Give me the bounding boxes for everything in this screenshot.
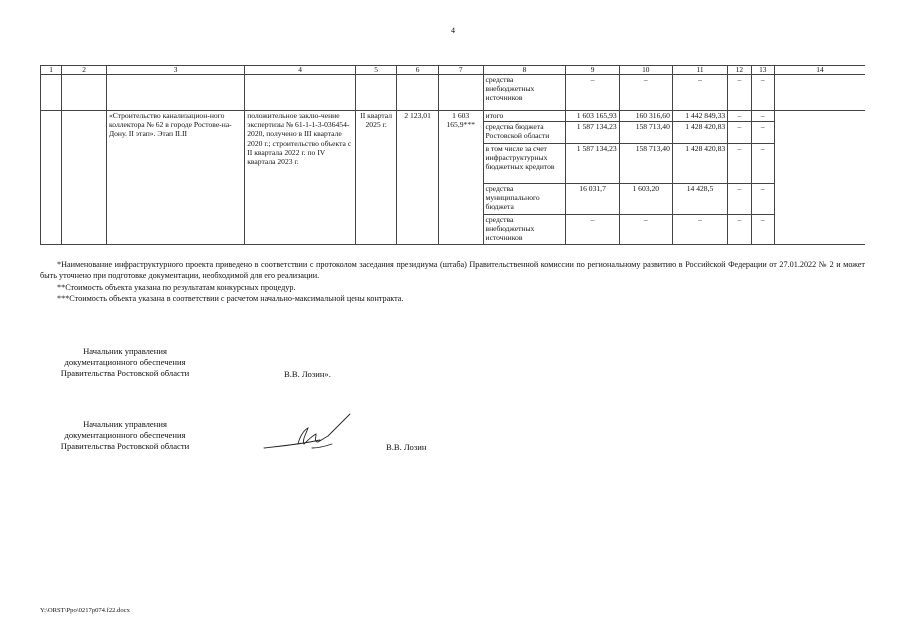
value-cell: 14 428,5 [672, 184, 727, 215]
project-table [40, 65, 865, 245]
file-path: Y:\ORST\Ppo\0217p074.f22.docx [40, 607, 130, 614]
col-number: 8 [483, 66, 566, 75]
table-row [41, 111, 866, 122]
value-cell: 158 713,40 [619, 122, 672, 144]
col-number: 13 [751, 66, 774, 75]
footnote: **Стоимость объекта указана по результатам конкурсных процедур. [57, 282, 296, 292]
col-number: 5 [355, 66, 396, 75]
handwritten-signature-icon [262, 410, 362, 458]
value-cell: – [728, 184, 751, 215]
value-cell: – [728, 122, 751, 144]
value-cell: – [728, 75, 751, 111]
col-number: 2 [62, 66, 107, 75]
signer-name-2: В.В. Лозин [386, 442, 427, 452]
column-number-row [41, 66, 866, 75]
signer-name-1: В.В. Лозин». [284, 369, 331, 379]
page-number: 4 [451, 26, 455, 35]
funding-source: средства внебюджетных источников [483, 75, 566, 111]
value-cell: 1 587 134,23 [566, 122, 619, 144]
signer-position: Начальник управления [83, 419, 167, 429]
value-cell: 1 428 420,83 [672, 122, 727, 144]
value-cell: – [751, 122, 774, 144]
value-cell: – [728, 144, 751, 184]
signature-block-2 [40, 419, 210, 453]
col-number: 1 [41, 66, 62, 75]
footnote: *Наименование инфраструктурного проекта приведено в соответствии с протоколом заседания президиума (штаба) Правительственной комиссии по региональному развитию в Российской Федерации от 27.01.2022 № 2 и может быть уточнено при подготовке документации, необходимой для его реализации. [40, 260, 865, 281]
project-capacity: 2 123,01 [397, 111, 438, 245]
col-number: 4 [245, 66, 356, 75]
project-cost: 1 603 165,9*** [438, 111, 483, 245]
funding-source: средства бюджета Ростовской области [483, 122, 566, 144]
signature-block-1 [40, 346, 210, 380]
col-number: 14 [774, 66, 865, 75]
col-number: 10 [619, 66, 672, 75]
funding-source: средства внебюджетных источников [483, 215, 566, 245]
project-name: «Строительство канализацион-ного коллектора № 62 в городе Ростове-на-Дону. II этап». Этап II.II [106, 111, 244, 245]
col-number: 12 [728, 66, 751, 75]
value-cell: – [728, 215, 751, 245]
value-cell: 16 031,7 [566, 184, 619, 215]
value-cell: 1 603 165,93 [566, 111, 619, 122]
value-cell: 158 713,40 [619, 144, 672, 184]
col-number: 3 [106, 66, 244, 75]
value-cell: 160 316,60 [619, 111, 672, 122]
project-deadline: II квартал 2025 г. [355, 111, 396, 245]
signer-position: Правительства Ростовской области [60, 441, 190, 452]
value-cell: – [672, 215, 727, 245]
funding-source: итого [483, 111, 566, 122]
funding-source: средства муниципального бюджета [483, 184, 566, 215]
value-cell: – [751, 75, 774, 111]
signer-position: документационного обеспечения [64, 430, 186, 441]
value-cell: – [566, 75, 619, 111]
value-cell: – [566, 215, 619, 245]
value-cell: 1 428 420,83 [672, 144, 727, 184]
value-cell: – [728, 111, 751, 122]
col-number: 9 [566, 66, 619, 75]
value-cell: 1 442 849,33 [672, 111, 727, 122]
col-number: 11 [672, 66, 727, 75]
value-cell: – [751, 215, 774, 245]
signer-position: Начальник управления [83, 346, 167, 356]
value-cell: – [751, 111, 774, 122]
value-cell: – [751, 144, 774, 184]
value-cell: 1 603,20 [619, 184, 672, 215]
col-number: 6 [397, 66, 438, 75]
value-cell: – [672, 75, 727, 111]
col-number: 7 [438, 66, 483, 75]
funding-source: в том числе за счет инфраструктурных бюджетных кредитов [483, 144, 566, 184]
value-cell: 1 587 134,23 [566, 144, 619, 184]
value-cell: – [619, 215, 672, 245]
footnote: ***Стоимость объекта указана в соответствии с расчетом начально-максимальной цены контракта. [57, 294, 404, 304]
signer-position: документационного обеспечения [64, 357, 186, 368]
footnotes [40, 259, 865, 305]
signer-position: Правительства Ростовской области [60, 368, 190, 379]
value-cell: – [751, 184, 774, 215]
table-row [41, 75, 866, 111]
project-expertise: положительное заклю-чение экспертизы № 61-1-1-3-036454-2020, получено в III квартале 2020 г.; строительство объекта с II квартала 2022 г. по IV квартала 2023 г. [245, 111, 356, 245]
value-cell: – [619, 75, 672, 111]
